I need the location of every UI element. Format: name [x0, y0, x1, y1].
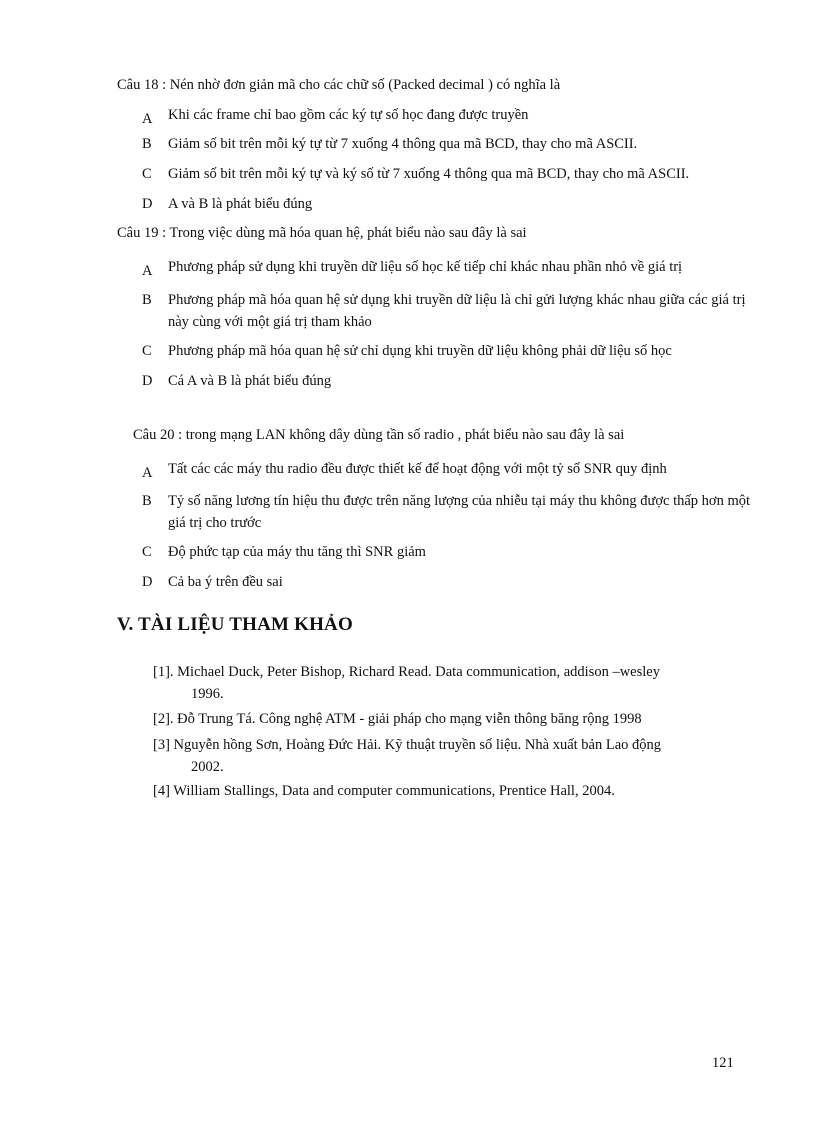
section-heading-references: V. TÀI LIỆU THAM KHẢO	[117, 614, 353, 635]
option-text: Phương pháp mã hóa quan hệ sử chỉ dụng khi truyền dữ liệu không phải dữ liệu số học	[168, 343, 672, 359]
page-number: 121	[712, 1055, 734, 1071]
option-letter: A	[142, 465, 153, 481]
option-letter: D	[142, 574, 153, 590]
option-text: Phương pháp sử dụng khi truyền dữ liệu số học kế tiếp chỉ khác nhau phần nhỏ về giá trị	[168, 259, 683, 275]
reference-text: [4] William Stallings, Data and computer communications, Prentice Hall, 2004.	[153, 783, 615, 799]
option-text: A và B là phát biểu đúng	[168, 196, 313, 212]
reference-text-continued: 2002.	[191, 759, 224, 775]
reference-item-4	[153, 780, 753, 802]
option-text: Giảm số bit trên mỗi ký tự và ký số từ 7 xuống 4 thông qua mã BCD, thay cho mã ASCII.	[168, 166, 690, 182]
question-19-title: Câu 19 : Trong việc dùng mã hóa quan hệ, phát biểu nào sau đây là sai	[117, 225, 527, 241]
option-letter: B	[142, 292, 152, 308]
option-text: Phương pháp mã hóa quan hệ sử dụng khi truyền dữ liệu là chỉ gửi lượng khác nhau giữa các giá trị này cùng với một giá trị tham khảo	[168, 292, 746, 330]
option-text: Cá A và B là phát biểu đúng	[168, 373, 332, 389]
option-letter: C	[142, 166, 152, 182]
question-20-title: Câu 20 : trong mạng LAN không dây dùng tần số radio , phát biểu nào sau đây là sai	[133, 427, 625, 443]
reference-text: [3] Nguyễn hồng Sơn, Hoàng Đức Hải. Kỹ thuật truyền số liệu. Nhà xuất bản Lao động	[153, 737, 662, 753]
option-letter: A	[142, 263, 153, 279]
option-letter: D	[142, 196, 153, 212]
reference-item-3	[153, 734, 753, 778]
option-letter: D	[142, 373, 153, 389]
reference-item-2	[153, 708, 753, 730]
reference-item-1	[153, 661, 753, 705]
option-letter: B	[142, 136, 152, 152]
option-text: Độ phức tạp của máy thu tăng thì SNR giảm	[168, 544, 426, 560]
question-18-title: Câu 18 : Nén nhờ đơn giản mã cho các chữ số (Packed decimal ) có nghĩa là	[117, 77, 561, 93]
option-text: Khi các frame chỉ bao gồm các ký tự số học đang được truyền	[168, 107, 529, 123]
option-text: Cả ba ý trên đều sai	[168, 574, 283, 590]
option-text: Tỷ số năng lương tín hiệu thu được trên năng lượng của nhiễu tại máy thu không được thấp hơn một giá trị cho trước	[168, 493, 751, 531]
reference-text: [1]. Michael Duck, Peter Bishop, Richard Read. Data communication, addison –wesley	[153, 664, 660, 680]
option-text: Tất các các máy thu radio đều được thiết kế để hoạt động với một tỷ số SNR quy định	[168, 461, 667, 477]
reference-text-continued: 1996.	[191, 686, 224, 702]
option-letter: A	[142, 111, 153, 127]
option-text: Giảm số bit trên mỗi ký tự từ 7 xuống 4 thông qua mã BCD, thay cho mã ASCII.	[168, 136, 638, 152]
reference-text: [2]. Đỗ Trung Tá. Công nghệ ATM - giải pháp cho mạng viễn thông băng rộng 1998	[153, 711, 642, 727]
option-letter: B	[142, 493, 152, 509]
option-letter: C	[142, 544, 152, 560]
option-letter: C	[142, 343, 152, 359]
